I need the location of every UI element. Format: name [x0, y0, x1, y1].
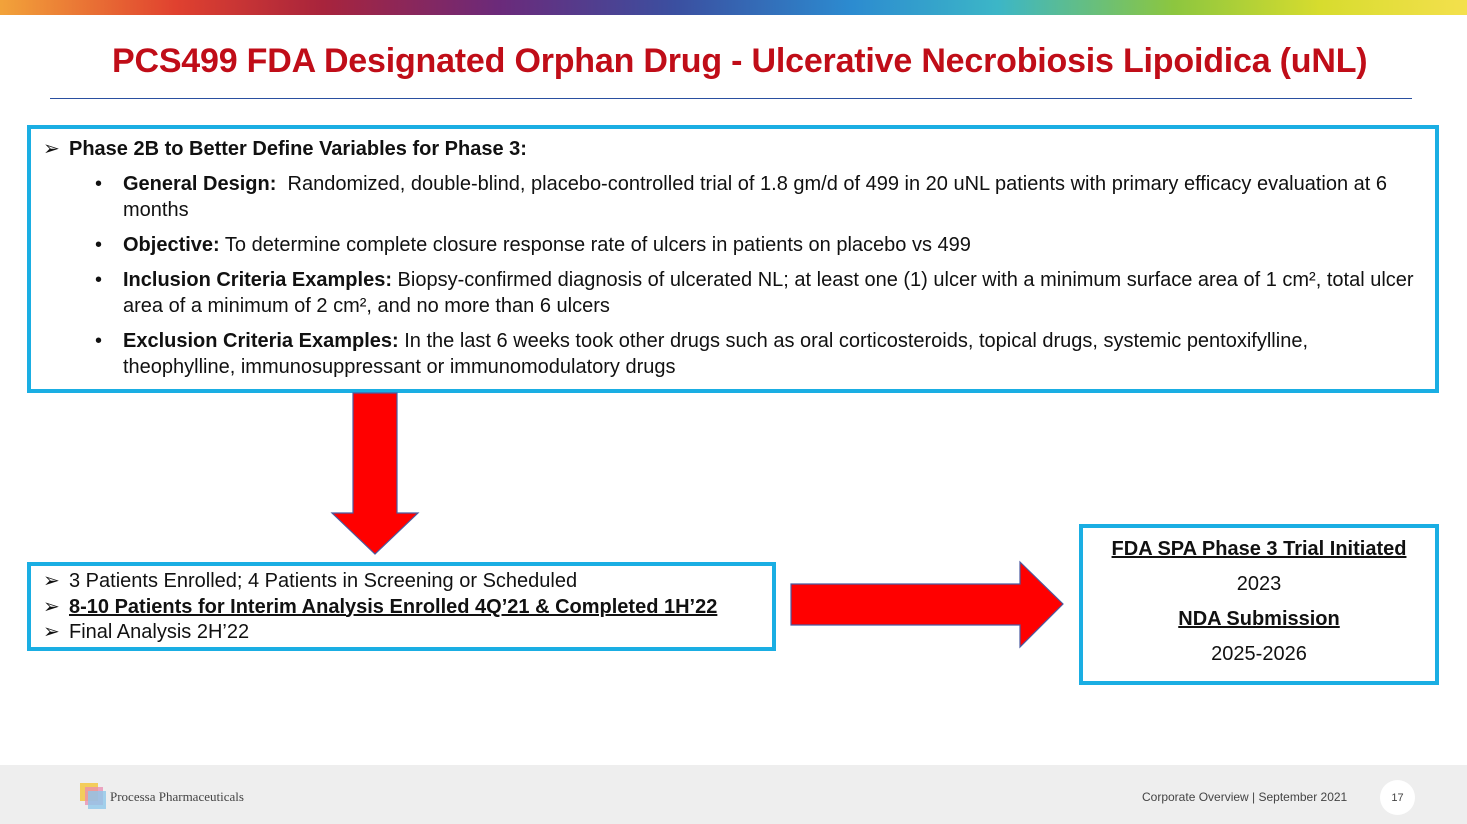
bullet-dot-icon: •	[95, 330, 103, 352]
arrow-bullet-icon: ➢	[43, 138, 60, 160]
status-text: Final Analysis 2H’22	[69, 621, 250, 643]
arrow-bullet-icon: ➢	[43, 570, 60, 592]
slide-title: PCS499 FDA Designated Orphan Drug - Ulcerative Necrobiosis Lipoidica (uNL)	[112, 42, 1368, 80]
item-label: Inclusion Criteria Examples:	[123, 269, 392, 291]
phase2b-heading-text: Phase 2B to Better Define Variables for Phase 3:	[69, 138, 527, 160]
footer-caption: Corporate Overview | September 2021	[1142, 790, 1348, 804]
arrow-bullet-icon: ➢	[43, 621, 60, 643]
nda-years: 2025-2026	[1211, 643, 1307, 665]
spa-heading: FDA SPA Phase 3 Trial Initiated	[1111, 538, 1407, 560]
arrow-bullet-icon: ➢	[43, 595, 60, 618]
footer	[0, 765, 1467, 824]
right-arrow-icon	[791, 562, 1063, 647]
down-arrow-icon	[332, 393, 418, 554]
item-label: Exclusion Criteria Examples:	[123, 330, 399, 352]
bullet-dot-icon: •	[95, 173, 103, 195]
status-text: 3 Patients Enrolled; 4 Patients in Screening or Scheduled	[69, 570, 578, 592]
item-text: In the last 6 weeks took other drugs such as oral corticosteroids, topical drugs, systemic pentoxifylline, theophylline, immunosuppressant or immunomodulatory drugs	[123, 330, 1308, 378]
bullet-dot-icon: •	[95, 234, 103, 256]
processa-logo-icon	[78, 781, 108, 811]
company-name: Processa Pharmaceuticals	[110, 789, 244, 804]
item-label: Objective:	[123, 234, 220, 256]
spa-year: 2023	[1236, 573, 1282, 595]
status-text-emphasis: 8-10 Patients for Interim Analysis Enrolled 4Q’21 & Completed 1H’22	[69, 595, 718, 618]
item-text: Randomized, double-blind, placebo-controlled trial of 1.8 gm/d of 499 in 20 uNL patients with primary efficacy evaluation at 6 months	[123, 173, 1388, 221]
page-number: 17	[1380, 780, 1415, 815]
bullet-dot-icon: •	[95, 269, 103, 291]
nda-heading: NDA Submission	[1178, 608, 1340, 630]
item-text: To determine complete closure response rate of ulcers in patients on placebo vs 499	[224, 234, 971, 256]
item-label: General Design:	[123, 173, 277, 195]
item-text: Biopsy-confirmed diagnosis of ulcerated NL; at least one (1) ulcer with a minimum surface area of 1 cm², total ulcer area of a minimum of 2 cm², and no more than 6 ulcers	[123, 269, 1414, 317]
